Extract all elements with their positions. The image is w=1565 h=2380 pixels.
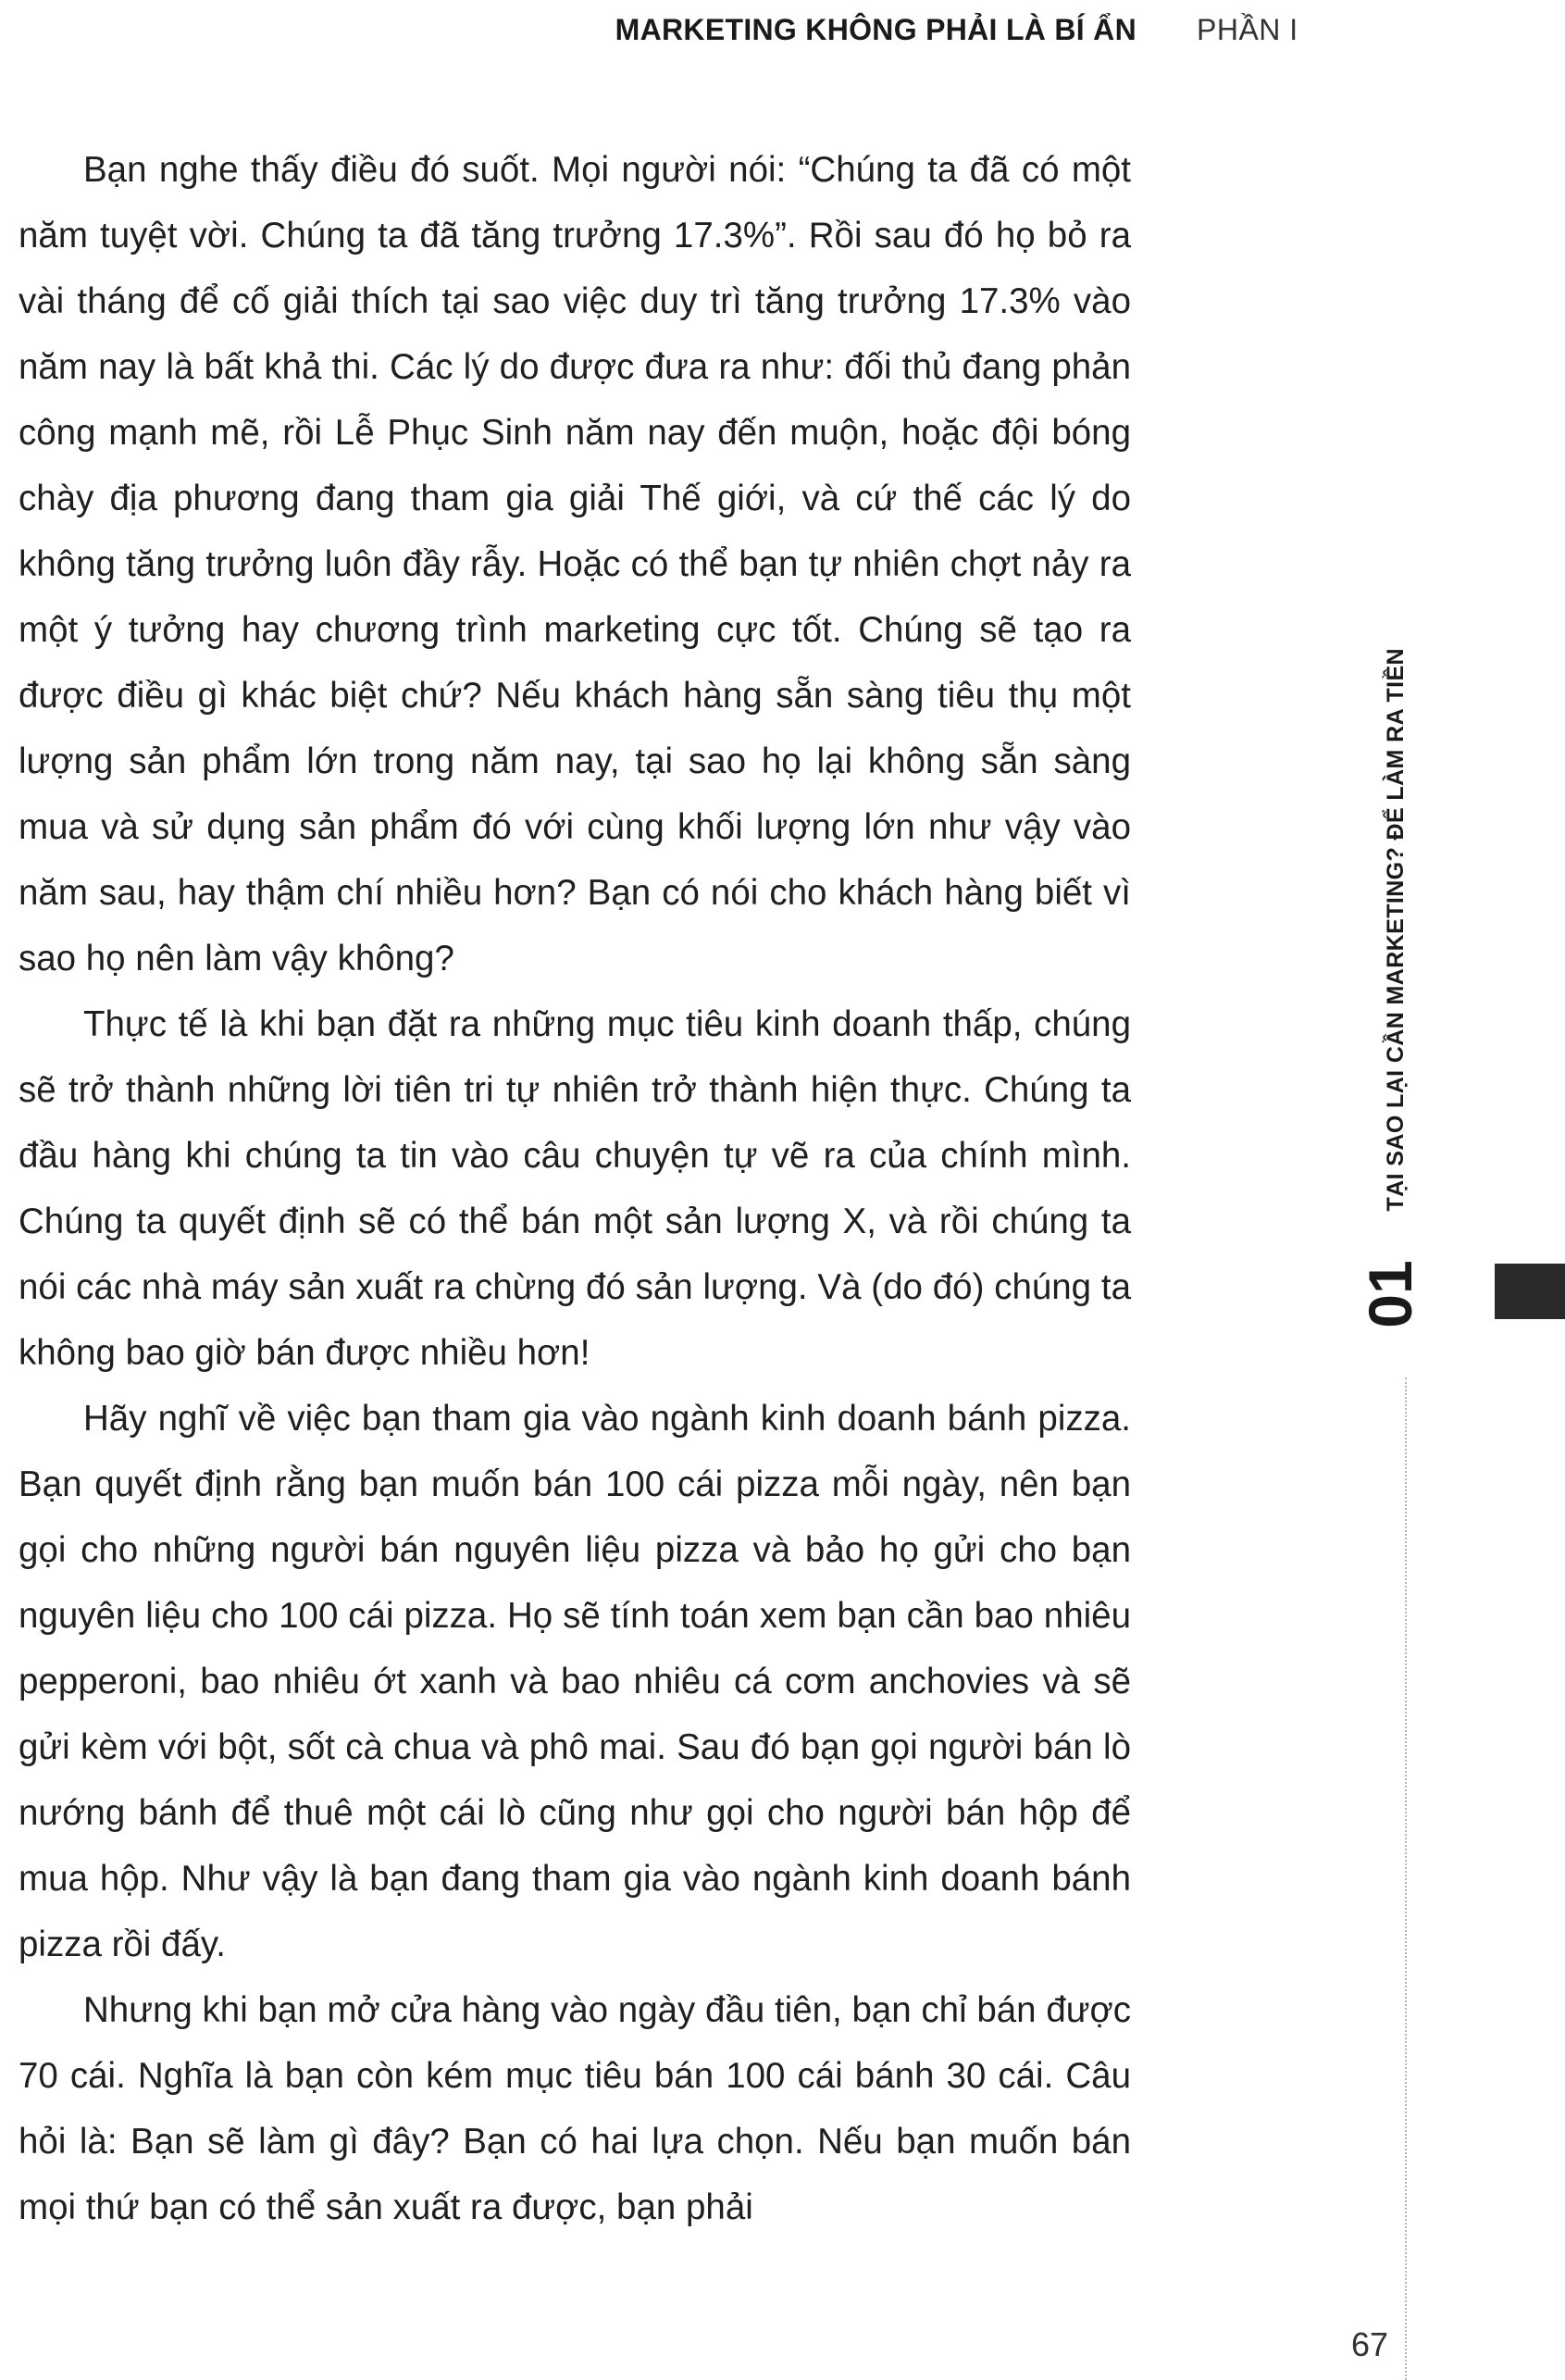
paragraph: Thực tế là khi bạn đặt ra những mục tiêu kinh doanh thấp, chúng sẽ trở thành những lời tiên tri tự nhiên trở thành hiện thực. Chúng ta đầu hàng khi chúng ta tin vào câu chuyện tự vẽ ra của chính mình. Chúng ta quyết định sẽ có thể bán một sản lượng X, và rồi chúng ta nói các nhà máy sản xuất ra chừng đó sản lượng. Và (do đó) chúng ta không bao giờ bán được nhiều hơn!: [19, 1004, 1131, 1373]
chapter-side-tab: [1359, 648, 1423, 1333]
paragraph: Bạn nghe thấy điều đó suốt. Mọi người nói: “Chúng ta đã có một năm tuyệt vời. Chúng ta đã tăng trưởng 17.3%”. Rồi sau đó họ bỏ ra vài tháng để cố giải thích tại sao việc duy trì tăng trưởng 17.3% vào năm nay là bất khả thi. Các lý do được đưa ra như: đối thủ đang phản công mạnh mẽ, rồi Lễ Phục Sinh năm nay đến muộn, hoặc đội bóng chày địa phương đang tham gia giải Thế giới, và cứ thế các lý do không tăng trưởng luôn đầy rẫy. Hoặc có thể bạn tự nhiên chợt nảy ra một ý tưởng hay chương trình marketing cực tốt. Chúng sẽ tạo ra được điều gì khác biệt chứ? Nếu khách hàng sẵn sàng tiêu thụ một lượng sản phẩm lớn trong năm nay, tại sao họ lại không sẵn sàng mua và sử dụng sản phẩm đó với cùng khối lượng lớn như vậy vào năm sau, hay thậm chí nhiều hơn? Bạn có nói cho khách hàng biết vì sao họ nên làm vậy không?: [19, 150, 1131, 978]
running-head: [0, 7, 1565, 59]
book-title: MARKETING KHÔNG PHẢI LÀ BÍ ẨN: [615, 13, 1136, 46]
chapter-marker: [1495, 1264, 1565, 1319]
part-label: PHẦN I: [1197, 13, 1298, 46]
margin-dotted-rule: [1405, 1377, 1407, 2380]
chapter-title: TẠI SAO LẠI CẦN MARKETING? ĐỂ LÀM RA TIỀN: [1383, 648, 1409, 1212]
paragraph: Nhưng khi bạn mở cửa hàng vào ngày đầu tiên, bạn chỉ bán được 70 cái. Nghĩa là bạn còn kém mục tiêu bán 100 cái bánh 30 cái. Câu hỏi là: Bạn sẽ làm gì đây? Bạn có hai lựa chọn. Nếu bạn muốn bán mọi thứ bạn có thể sản xuất ra được, bạn phải: [19, 1990, 1131, 2227]
body-text: [19, 137, 1131, 2240]
chapter-number: 01: [1356, 1260, 1424, 1328]
paragraph: Hãy nghĩ về việc bạn tham gia vào ngành kinh doanh bánh pizza. Bạn quyết định rằng bạn muốn bán 100 cái pizza mỗi ngày, nên bạn gọi cho những người bán nguyên liệu pizza và bảo họ gửi cho bạn nguyên liệu cho 100 cái pizza. Họ sẽ tính toán xem bạn cần bao nhiêu pepperoni, bao nhiêu ớt xanh và bao nhiêu cá cơm anchovies và sẽ gửi kèm với bột, sốt cà chua và phô mai. Sau đó bạn gọi người bán lò nướng bánh để thuê một cái lò cũng như gọi cho người bán hộp để mua hộp. Như vậy là bạn đang tham gia vào ngành kinh doanh bánh pizza rồi đấy.: [19, 1399, 1131, 1964]
page-number: 67: [1350, 2325, 1388, 2363]
